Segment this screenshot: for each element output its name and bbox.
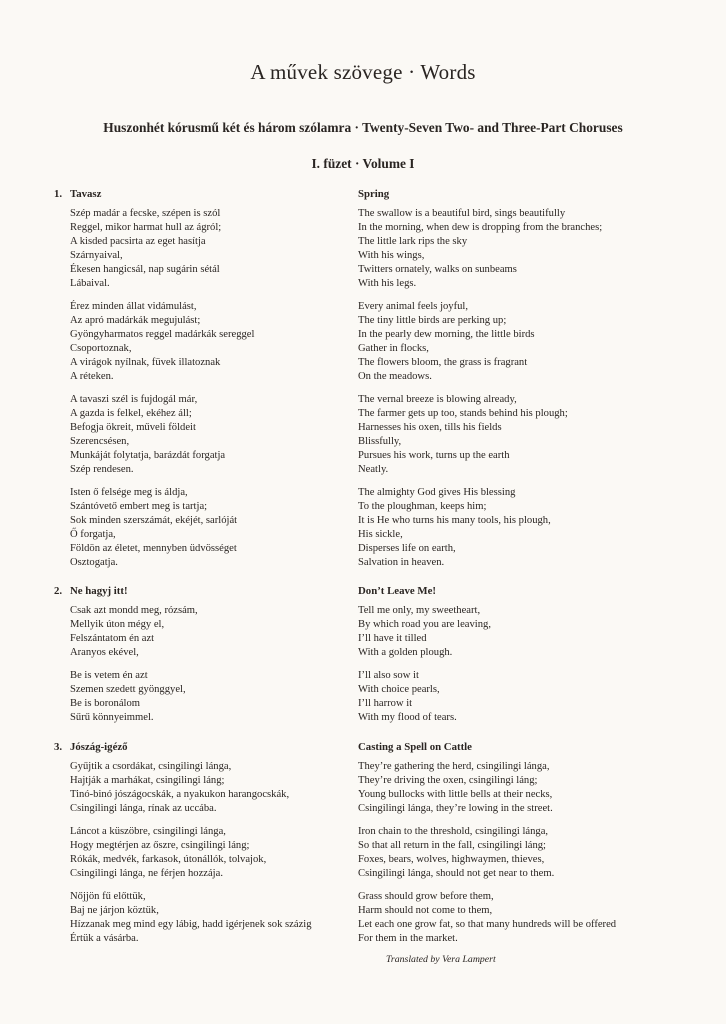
verse-line: Lábaival.: [70, 278, 110, 289]
verse-line: So that all return in the fall, csingilingi láng;: [358, 840, 547, 851]
verse-line: A réteken.: [70, 371, 114, 382]
stanza: [358, 486, 602, 570]
verse-line: For them in the market.: [358, 933, 458, 944]
verse-line: Grass should grow before them,: [358, 891, 494, 902]
stanza: [70, 890, 312, 946]
verse-line: Gyűjtik a csordákat, csingilingi lánga,: [70, 761, 232, 772]
verse-line: Pursues his work, turns up the earth: [358, 450, 510, 461]
verse-line: Ékesen hangicsál, nap sugárin sétál: [70, 264, 220, 275]
poem-title-hungarian: Tavasz: [70, 188, 102, 200]
verse-line: Reggel, mikor harmat hull az ágról;: [70, 222, 222, 233]
hungarian-text: [70, 760, 312, 955]
verse-line: In the morning, when dew is dropping from the branches;: [358, 222, 603, 233]
verse-line: With choice pearls,: [358, 684, 440, 695]
verse-line: Földön az életet, mennyben üdvösséget: [70, 543, 237, 554]
verse-line: On the meadows.: [358, 371, 432, 382]
verse-line: Disperses life on earth,: [358, 543, 456, 554]
stanza: [358, 825, 616, 881]
verse-line: Nőjjön fű előttük,: [70, 891, 146, 902]
verse-line: I’ll also sow it: [358, 670, 419, 681]
verse-line: Hogy megtérjen az őszre, csingilingi láng;: [70, 840, 250, 851]
stanza: [70, 760, 312, 816]
english-text: [358, 760, 616, 955]
stanza: [70, 486, 254, 570]
verse-line: Az apró madárkák megujulást;: [70, 315, 201, 326]
verse-line: Be is vetem én azt: [70, 670, 148, 681]
verse-line: Munkáját folytatja, barázdát forgatja: [70, 450, 226, 461]
poem-number: 3.: [54, 741, 63, 753]
page-title: A művek szövege · Words: [250, 60, 476, 84]
english-text: [358, 604, 491, 734]
verse-line: The flowers bloom, the grass is fragrant: [358, 357, 528, 368]
verse-line: His sickle,: [358, 529, 403, 540]
stanza: [358, 300, 602, 384]
verse-line: The swallow is a beautiful bird, sings beautifully: [358, 208, 566, 219]
verse-line: In the pearly dew morning, the little birds: [358, 329, 535, 340]
verse-line: It is He who turns his many tools, his plough,: [358, 515, 551, 526]
verse-line: Harm should not come to them,: [358, 905, 493, 916]
verse-line: The vernal breeze is blowing already,: [358, 394, 517, 405]
verse-line: Gather in flocks,: [358, 343, 429, 354]
verse-line: The farmer gets up too, stands behind his plough;: [358, 408, 568, 419]
poem-title-hungarian: Jószág-igéző: [70, 741, 128, 753]
verse-line: Hajtják a marhákat, csingilingi láng;: [70, 775, 225, 786]
verse-line: A gazda is felkel, ekéhez áll;: [70, 408, 192, 419]
verse-line: Szerencsésen,: [70, 436, 130, 447]
verse-line: Neatly.: [358, 464, 389, 475]
verse-line: Twitters ornately, walks on sunbeams: [358, 264, 517, 275]
verse-line: Young bullocks with little bells at their necks,: [358, 789, 553, 800]
poem-title-english: Casting a Spell on Cattle: [358, 741, 472, 753]
verse-line: Csingilingi lánga, rínak az uccába.: [70, 803, 217, 814]
verse-line: A kisded pacsirta az eget hasítja: [70, 236, 206, 247]
verse-line: With his wings,: [358, 250, 425, 261]
verse-line: With a golden plough.: [358, 647, 453, 658]
verse-line: Csak azt mondd meg, rózsám,: [70, 605, 198, 616]
verse-line: Let each one grow fat, so that many hundreds will be offered: [358, 919, 617, 930]
verse-line: Hízzanak meg mind egy lábig, hadd igérjenek sok százig: [70, 919, 312, 930]
verse-line: A virágok nyílnak, füvek illatoznak: [70, 357, 221, 368]
verse-line: Sok minden szerszámát, ekéjét, sarlóját: [70, 515, 238, 526]
verse-line: Salvation in heaven.: [358, 557, 445, 568]
stanza: [70, 393, 254, 477]
poem-title-english: Spring: [358, 188, 390, 200]
verse-line: Aranyos ekével,: [70, 647, 139, 658]
poem-title-hungarian: Ne hagyj itt!: [70, 585, 128, 597]
verse-line: Iron chain to the threshold, csingilingi lánga,: [358, 826, 549, 837]
poem-number: 1.: [54, 188, 63, 200]
stanza: [358, 207, 602, 291]
verse-line: They’re gathering the herd, csingilingi lánga,: [358, 761, 550, 772]
verse-line: With my flood of tears.: [358, 712, 457, 723]
verse-line: Tell me only, my sweetheart,: [358, 605, 481, 616]
stanza: [358, 604, 491, 660]
stanza: [358, 890, 616, 946]
verse-line: Foxes, bears, wolves, highwaymen, thieves,: [358, 854, 545, 865]
verse-line: Csoportoznak,: [70, 343, 132, 354]
verse-line: The little lark rips the sky: [358, 236, 468, 247]
stanza: [70, 604, 198, 660]
page-subtitle: Huszonhét kórusmű két és három szólamra · Twenty-Seven Two- and Three-Part Choruses: [103, 120, 623, 135]
translator-credit: Translated by Vera Lampert: [386, 954, 496, 965]
verse-line: Every animal feels joyful,: [358, 301, 469, 312]
stanza: [358, 393, 602, 477]
verse-line: Értük a vásárba.: [70, 933, 139, 944]
verse-line: Sűrű könnyeimmel.: [70, 712, 154, 723]
verse-line: Isten ő felsége meg is áldja,: [70, 487, 188, 498]
verse-line: A tavaszi szél is fujdogál már,: [70, 394, 198, 405]
verse-line: Rókák, medvék, farkasok, útonállók, tolvajok,: [70, 854, 267, 865]
verse-line: Szemen szedett gyönggyel,: [70, 684, 186, 695]
verse-line: Gyöngyharmatos reggel madárkák sereggel: [70, 329, 255, 340]
stanza: [70, 669, 198, 725]
verse-line: Csingilingi lánga, should not get near to them.: [358, 868, 555, 879]
verse-line: Érez minden állat vidámulást,: [70, 301, 197, 312]
poem-title-english: Don’t Leave Me!: [358, 585, 436, 597]
verse-line: By which road you are leaving,: [358, 619, 491, 630]
verse-line: Szárnyaival,: [70, 250, 123, 261]
verse-line: Mellyik úton mégy el,: [70, 619, 165, 630]
verse-line: Csingilingi lánga, they’re lowing in the street.: [358, 803, 553, 814]
verse-line: They’re driving the oxen, csingilingi láng;: [358, 775, 538, 786]
verse-line: Szántóvető embert meg is tartja;: [70, 501, 208, 512]
verse-line: Szép rendesen.: [70, 464, 134, 475]
verse-line: To the ploughman, keeps him;: [358, 501, 487, 512]
stanza: [358, 760, 616, 816]
volume-heading: I. füzet · Volume I: [311, 156, 415, 171]
stanza: [70, 207, 254, 291]
verse-line: Tinó-binó jószágocskák, a nyakukon harangocskák,: [70, 789, 290, 800]
hungarian-text: [70, 207, 254, 579]
verse-line: I’ll have it tilled: [358, 633, 427, 644]
verse-line: Felszántatom én azt: [70, 633, 155, 644]
verse-line: Baj ne járjon köztük,: [70, 905, 159, 916]
verse-line: Harnesses his oxen, tills his fields: [358, 422, 502, 433]
verse-line: The tiny little birds are perking up;: [358, 315, 507, 326]
verse-line: Be is boronálom: [70, 698, 141, 709]
verse-line: Blissfully,: [358, 436, 402, 447]
verse-line: I’ll harrow it: [358, 698, 413, 709]
hungarian-text: [70, 604, 198, 734]
stanza: [70, 300, 254, 384]
verse-line: Szép madár a fecske, szépen is szól: [70, 208, 221, 219]
verse-line: Osztogatja.: [70, 557, 118, 568]
stanza: [70, 825, 312, 881]
verse-line: The almighty God gives His blessing: [358, 487, 516, 498]
verse-line: Csingilingi lánga, ne férjen hozzája.: [70, 868, 223, 879]
stanza: [358, 669, 491, 725]
verse-line: Befogja ökreit, műveli földeit: [70, 422, 196, 433]
english-text: [358, 207, 602, 579]
verse-line: Láncot a küszöbre, csingilingi lánga,: [70, 826, 226, 837]
verse-line: Ő forgatja,: [70, 529, 116, 540]
verse-line: With his legs.: [358, 278, 417, 289]
poem-number: 2.: [54, 585, 63, 597]
